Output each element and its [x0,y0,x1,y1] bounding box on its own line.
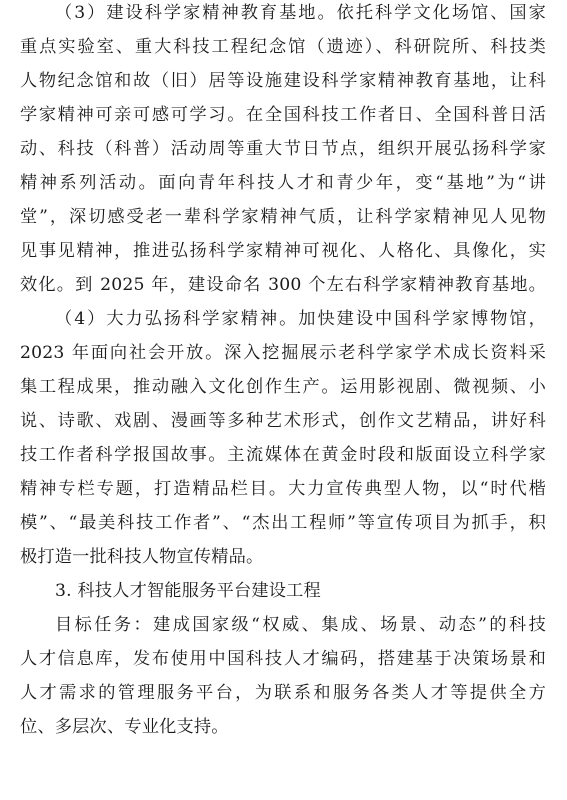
paragraph-4-line-5: 技工作者科学报国故事。主流媒体在黄金时段和版面设立科学家 [20,445,546,465]
paragraph-3-line-9: 效化。到 2025 年，建设命名 300 个左右科学家精神教育基地。 [20,275,546,295]
paragraph-4-line-2: 2023 年面向社会开放。深入挖掘展示老科学家学术成长资料采 [20,343,546,363]
paragraph-4-line-3: 集工程成果，推动融入文化创作生产。运用影视剧、微视频、小 [20,377,546,397]
paragraph-4-line-6: 精神专栏专题，打造精品栏目。大力宣传典型人物，以“时代楷 [20,479,546,499]
goal-paragraph-line-1: 目标任务：建成国家级“权威、集成、场景、动态”的科技 [55,615,546,635]
paragraph-3-line-2: 重点实验室、重大科技工程纪念馆（遗迹）、科研院所、科技类 [20,37,546,57]
paragraph-3-line-6: 精神系列活动。面向青年科技人才和青少年，变“基地”为“讲 [20,173,546,193]
paragraph-3-line-5: 动、科技（科普）活动周等重大节日节点，组织开展弘扬科学家 [20,139,546,159]
paragraph-3-line-1: （3）建设科学家精神教育基地。依托科学文化场馆、国家 [55,3,546,23]
paragraph-4-line-7: 模”、“最美科技工作者”、“杰出工程师”等宣传项目为抓手，积 [20,513,546,533]
paragraph-4-line-8: 极打造一批科技人物宣传精品。 [20,547,264,567]
paragraph-4-line-4: 说、诗歌、戏剧、漫画等多种艺术形式，创作文艺精品，讲好科 [20,411,546,431]
paragraph-3-line-3: 人物纪念馆和故（旧）居等设施建设科学家精神教育基地，让科 [20,71,546,91]
section-heading: 3. 科技人才智能服务平台建设工程 [55,581,321,601]
paragraph-4-line-1: （4）大力弘扬科学家精神。加快建设中国科学家博物馆， [55,309,546,329]
goal-paragraph-line-3: 人才需求的管理服务平台，为联系和服务各类人才等提供全方 [20,683,546,703]
paragraph-3-line-4: 学家精神可亲可感可学习。在全国科技工作者日、全国科普日活 [20,105,546,125]
paragraph-3-line-8: 见事见精神，推进弘扬科学家精神可视化、人格化、具像化，实 [20,241,546,261]
goal-paragraph-line-2: 人才信息库，发布使用中国科技人才编码，搭建基于决策场景和 [20,649,546,669]
paragraph-3-line-7: 堂”，深切感受老一辈科学家精神气质，让科学家精神见人见物 [20,207,546,227]
goal-paragraph-line-4: 位、多层次、专业化支持。 [20,717,229,737]
